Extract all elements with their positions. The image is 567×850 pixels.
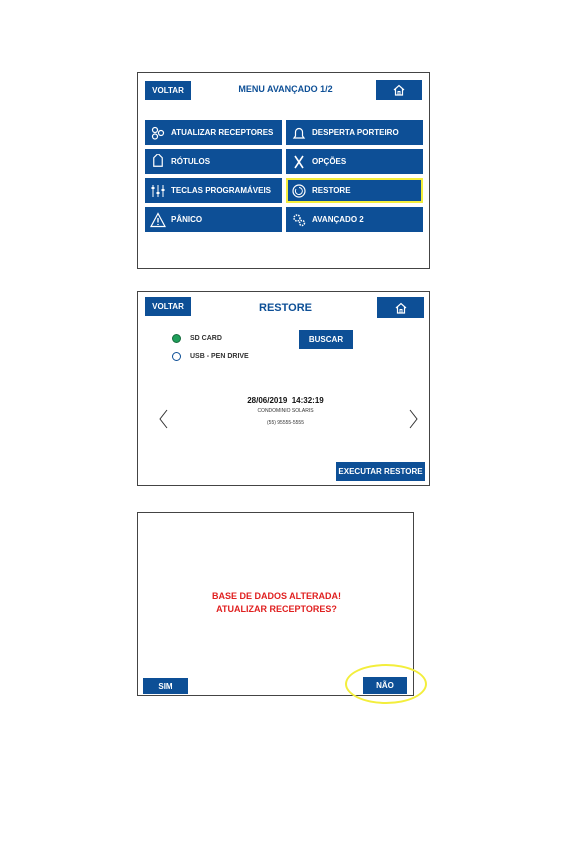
restore-icon: [291, 183, 307, 199]
alert-message-line1: BASE DE DADOS ALTERADA!: [211, 591, 341, 601]
bell-icon: [291, 125, 307, 141]
warning-icon: [150, 212, 166, 228]
yes-button[interactable]: SIM: [143, 678, 188, 694]
search-button[interactable]: BUSCAR: [299, 330, 353, 349]
no-button[interactable]: NÃO: [363, 677, 407, 694]
gears-icon: [291, 212, 307, 228]
sliders-icon: [150, 183, 166, 199]
home-icon: [394, 302, 408, 314]
execute-restore-button[interactable]: EXECUTAR RESTORE: [336, 462, 425, 481]
page-title: MENU AVANÇADO 1/2: [238, 84, 333, 94]
back-button[interactable]: VOLTAR: [145, 81, 191, 100]
home-button[interactable]: [376, 80, 422, 100]
restore-screen: [137, 291, 430, 486]
tag-icon: [150, 154, 166, 170]
chevron-left-icon[interactable]: [158, 409, 170, 429]
advanced-menu-screen: [137, 72, 430, 269]
chevron-right-icon[interactable]: [407, 409, 419, 429]
radio-sd-card-label: SD CARD: [190, 335, 222, 342]
menu-options[interactable]: OPÇÕES: [286, 149, 423, 174]
menu-advanced-2[interactable]: AVANÇADO 2: [286, 207, 423, 232]
menu-programmable-keys[interactable]: TECLAS PROGRAMÁVEIS: [145, 178, 282, 203]
home-icon: [392, 84, 406, 96]
menu-restore[interactable]: RESTORE: [286, 178, 423, 203]
backup-datetime: 28/06/2019 14:32:19: [247, 396, 324, 405]
back-button[interactable]: VOLTAR: [145, 297, 191, 316]
menu-panic[interactable]: PÂNICO: [145, 207, 282, 232]
alert-message-line2: ATUALIZAR RECEPTORES?: [216, 604, 337, 614]
page-title: RESTORE: [259, 302, 312, 314]
backup-phone: (55) 95555-5555: [267, 420, 304, 426]
menu-wake-doorman[interactable]: DESPERTA PORTEIRO: [286, 120, 423, 145]
tools-icon: [291, 154, 307, 170]
radio-usb-pen-drive[interactable]: [172, 352, 181, 361]
home-button[interactable]: [377, 297, 424, 318]
radio-usb-label: USB - PEN DRIVE: [190, 353, 249, 360]
menu-update-receivers[interactable]: ATUALIZAR RECEPTORES: [145, 120, 282, 145]
radio-sd-card[interactable]: [172, 334, 181, 343]
menu-labels[interactable]: RÓTULOS: [145, 149, 282, 174]
backup-name: CONDOMINIO SOLARIS: [257, 408, 314, 414]
receivers-icon: [150, 125, 166, 141]
no-button-highlight: [345, 664, 427, 704]
